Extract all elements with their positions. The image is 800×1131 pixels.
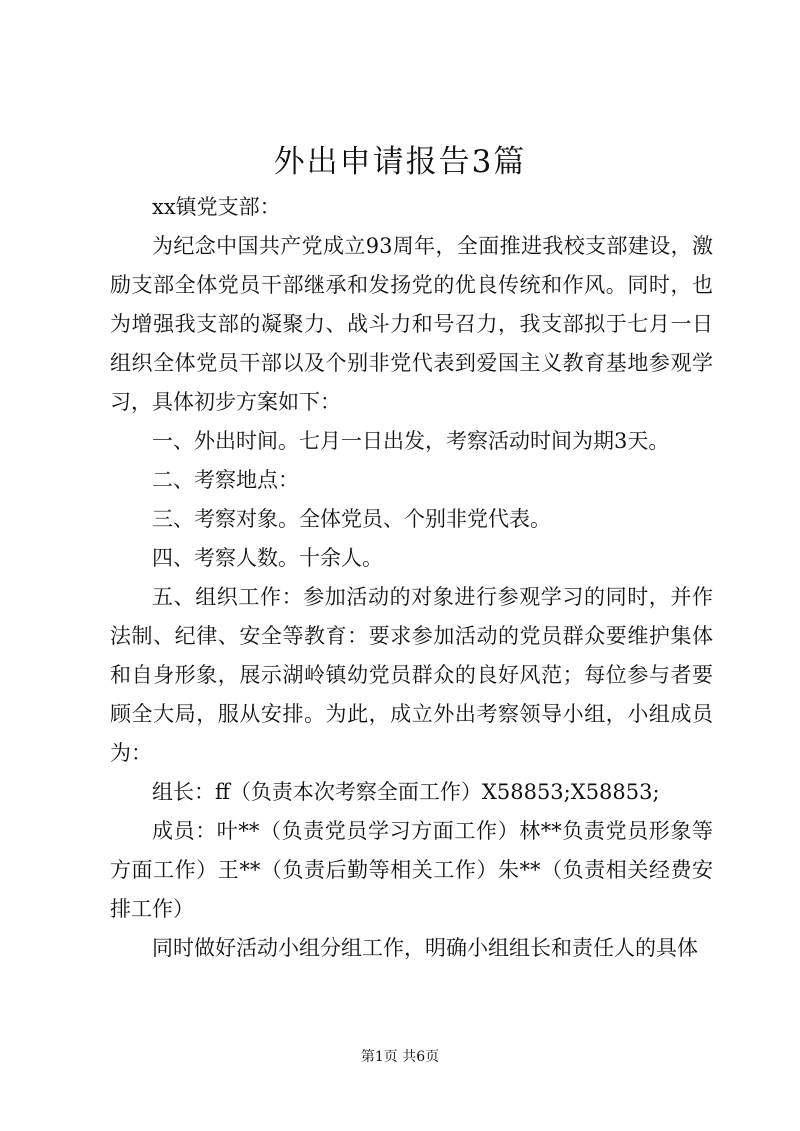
page-title: 外出申请报告3篇 — [273, 144, 527, 180]
closing-paragraph: 同时做好活动小组分组工作，明确小组组长和责任人的具体 — [152, 936, 698, 960]
item-departure-time: 一、外出时间。七月一日出发，考察活动时间为期3天。 — [152, 429, 670, 453]
item-headcount: 四、考察人数。十余人。 — [152, 546, 383, 570]
group-leader: 组长：ff（负责本次考察全面工作）X58853;X58853; — [152, 780, 660, 804]
document-body — [110, 188, 713, 968]
intro-paragraph: 为纪念中国共产党成立93周年，全面推进我校支部建设，激励支部全体党员干部继承和发扬党的优良传统和作风。同时，也为增强我支部的凝聚力、战斗力和号召力，我支部拟于七月一日组织全体党员干部以及个别非党代表到爱国主义教育基地参观学习，具体初步方案如下： — [110, 234, 713, 414]
item-organization: 五、组织工作：参加活动的对象进行参观学习的同时，并作法制、纪律、安全等教育：要求参加活动的党员群众要维护集体和自身形象，展示湖岭镇幼党员群众的良好风范；每位参与者要顾全大局，服从安排。为此，成立外出考察领导小组，小组成员为： — [110, 585, 713, 765]
item-location: 二、考察地点： — [152, 468, 299, 492]
salutation: xx镇党支部： — [152, 195, 281, 219]
item-participants: 三、考察对象。全体党员、个别非党代表。 — [152, 507, 551, 531]
page-footer: 第1页 共6页 — [360, 1049, 440, 1065]
group-members: 成员：叶**（负责党员学习方面工作）林**负责党员形象等方面工作）王**（负责后勤等相关工作）朱**（负责相关经费安排工作） — [110, 819, 713, 921]
